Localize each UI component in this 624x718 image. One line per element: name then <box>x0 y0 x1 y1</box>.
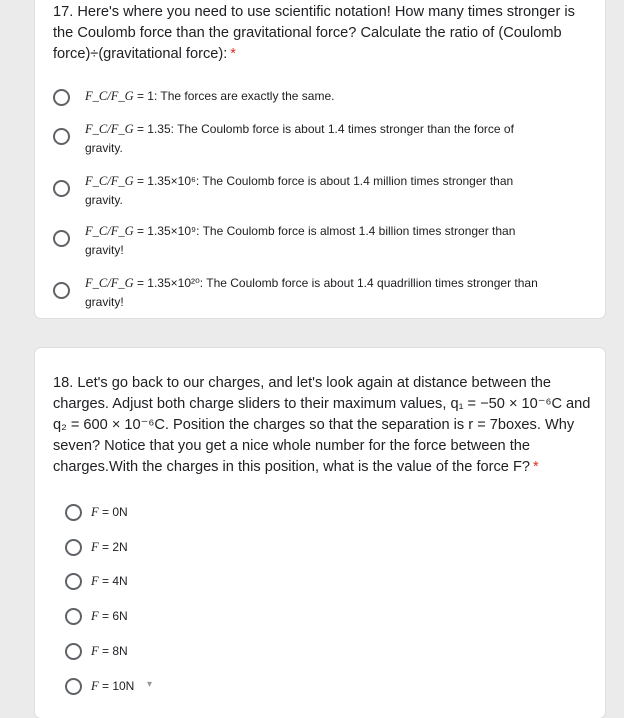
radio-button[interactable] <box>65 573 82 590</box>
option-expression: F_C/F_G <box>85 224 134 238</box>
option-label: = 4N <box>98 574 128 588</box>
radio-button[interactable] <box>53 282 70 299</box>
option-expression: F_C/F_G <box>85 122 134 136</box>
option-label: = 8N <box>98 644 128 658</box>
option-label-line2: gravity! <box>85 295 124 309</box>
option-variable: F <box>91 609 99 623</box>
question-17-title <box>53 2 591 65</box>
radio-button[interactable] <box>65 608 82 625</box>
option-label: = 1.35×10⁹: The Coulomb force is almost 1.4 billion times stronger than <box>133 224 516 238</box>
question-17-card <box>35 0 605 318</box>
radio-button[interactable] <box>53 89 70 106</box>
radio-button[interactable] <box>65 678 82 695</box>
option-expression: F_C/F_G <box>85 89 134 103</box>
question-18-line: q₂ = 600 × 10⁻⁶C. Position the charges so that the separation is r = 7boxes. Why <box>53 417 575 433</box>
option-label: = 6N <box>98 609 128 623</box>
option-expression: F_C/F_G <box>85 276 134 290</box>
option-label-line2: gravity. <box>85 141 123 155</box>
option-label-line2: gravity. <box>85 193 123 207</box>
option-label: = 0N <box>98 505 128 519</box>
option-label-line2: gravity! <box>85 243 124 257</box>
required-mark: * <box>230 46 236 62</box>
option-variable: F <box>91 540 99 554</box>
question-18-card <box>35 348 605 718</box>
radio-button[interactable] <box>53 230 70 247</box>
question-18-title <box>53 373 591 478</box>
question-18-line: seven? Notice that you get a nice whole number for the force between the <box>53 438 531 454</box>
radio-button[interactable] <box>53 128 70 145</box>
option-expression: F_C/F_G <box>85 174 134 188</box>
option-variable: F <box>91 644 99 658</box>
question-17-text: 17. Here's where you need to use scientific notation! How many times stronger is the Coulomb force than the gravitational force? Calculate the ratio of (Coulomb force)÷(gravitational force): <box>53 4 575 62</box>
option-label: = 1.35×10⁶: The Coulomb force is about 1.4 million times stronger than <box>133 174 514 188</box>
option-variable: F <box>91 679 99 693</box>
option-label: = 1.35: The Coulomb force is about 1.4 times stronger than the force of <box>133 122 514 136</box>
radio-button[interactable] <box>65 539 82 556</box>
question-18-line: charges. Adjust both charge sliders to their maximum values, q₁ = −50 × 10⁻⁶C and <box>53 396 591 412</box>
option-label: = 1: The forces are exactly the same. <box>133 89 335 103</box>
option-variable: F <box>91 574 99 588</box>
option-label: = 1.35×10²⁰: The Coulomb force is about 1.4 quadrillion times stronger than <box>133 276 538 290</box>
radio-button[interactable] <box>65 504 82 521</box>
radio-button[interactable] <box>53 180 70 197</box>
option-variable: F <box>91 505 99 519</box>
question-18-line: charges.With the charges in this position, what is the value of the force F? <box>53 459 530 475</box>
required-mark: * <box>532 459 539 475</box>
cursor-mark-icon: ▾ <box>147 679 153 690</box>
option-label: = 10N <box>98 679 135 693</box>
question-18-line: 18. Let's go back to our charges, and let's look again at distance between the <box>53 375 552 391</box>
radio-button[interactable] <box>65 643 82 660</box>
option-label: = 2N <box>98 540 128 554</box>
